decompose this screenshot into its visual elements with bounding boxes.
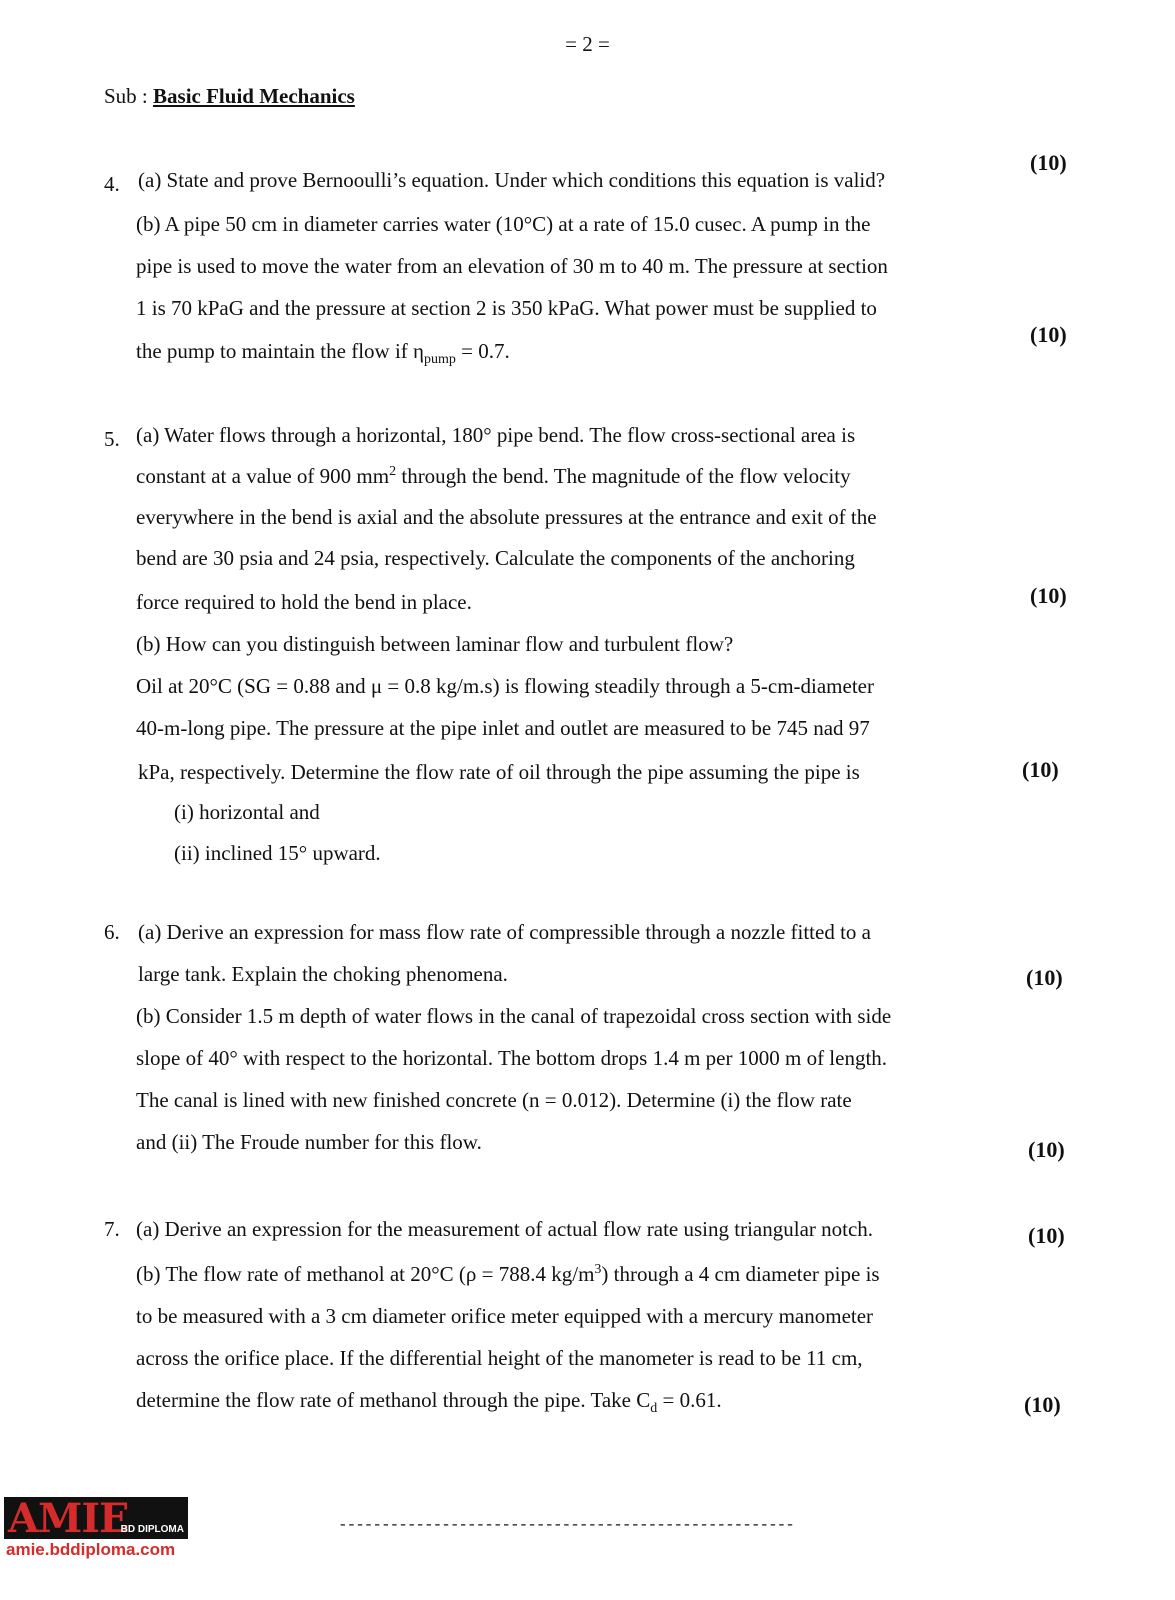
- question-text: large tank. Explain the choking phenomena.: [138, 962, 508, 986]
- subject-heading: [104, 84, 355, 109]
- marks: (10): [1024, 1392, 1061, 1417]
- logo-url: amie.bddiploma.com: [6, 1540, 176, 1559]
- question-text: slope of 40° with respect to the horizontal. The bottom drops 1.4 m per 1000 m of length.: [136, 1046, 888, 1070]
- marks: (10): [1028, 1223, 1065, 1248]
- question-text: (i) horizontal and: [174, 800, 320, 824]
- question-text: (a) Water flows through a horizontal, 180° pipe bend. The flow cross-sectional area is: [136, 423, 856, 447]
- question-text: everywhere in the bend is axial and the absolute pressures at the entrance and exit of the: [136, 505, 877, 529]
- question-number: 5.: [104, 427, 120, 451]
- amie-logo: [4, 1497, 188, 1539]
- question-text: (b) A pipe 50 cm in diameter carries water (10°C) at a rate of 15.0 cusec. A pump in the: [136, 212, 871, 236]
- question-text: (a) State and prove Bernooulli’s equation. Under which conditions this equation is valid?: [138, 168, 886, 192]
- logo-subtext: BD DIPLOMA: [120, 1524, 184, 1535]
- question-text: 40-m-long pipe. The pressure at the pipe inlet and outlet are measured to be 745 nad 97: [136, 716, 870, 740]
- question-text: across the orifice place. If the differential height of the manometer is read to be 11 cm,: [136, 1346, 863, 1370]
- question-text: (b) Consider 1.5 m depth of water flows in the canal of trapezoidal cross section with side: [136, 1004, 892, 1028]
- subject-prefix: Sub :: [104, 84, 148, 108]
- question-text: (a) Derive an expression for the measurement of actual flow rate using triangular notch.: [136, 1217, 874, 1241]
- question-number: 4.: [104, 172, 120, 196]
- question-text: kPa, respectively. Determine the flow rate of oil through the pipe assuming the pipe is: [138, 760, 860, 784]
- question-text: (a) Derive an expression for mass flow rate of compressible through a nozzle fitted to a: [138, 920, 871, 944]
- question-text: Oil at 20°C (SG = 0.88 and μ = 0.8 kg/m.s) is flowing steadily through a 5-cm-diameter: [136, 674, 874, 698]
- question-text: (b) How can you distinguish between laminar flow and turbulent flow?: [136, 632, 734, 656]
- question-text: pipe is used to move the water from an elevation of 30 m to 40 m. The pressure at section: [136, 254, 888, 278]
- question-text: the pump to maintain the flow if $\eta_{pump} = 0.7$.: [136, 339, 510, 368]
- marks: (10): [1026, 965, 1063, 990]
- question-number: 6.: [104, 920, 120, 944]
- marks: (10): [1022, 757, 1059, 782]
- marks: (10): [1030, 150, 1067, 175]
- question-number: 7.: [104, 1217, 120, 1241]
- page-number: = 2 =: [565, 32, 610, 56]
- marks: (10): [1030, 322, 1067, 347]
- end-of-paper-dashes: -----------------------------------------------------: [338, 1516, 794, 1534]
- question-text: (b) The flow rate of methanol at 20°C (ρ = 788.4 $kg/m^3$) through a 4 cm diameter pipe is: [136, 1262, 880, 1286]
- question-text: to be measured with a 3 cm diameter orifice meter equipped with a mercury manometer: [136, 1304, 874, 1328]
- question-text: force required to hold the bend in place.: [136, 590, 472, 614]
- logo-text: AMIE: [8, 1497, 129, 1539]
- question-text: and (ii) The Froude number for this flow.: [136, 1130, 482, 1154]
- question-text: bend are 30 psia and 24 psia, respectively. Calculate the components of the anchoring: [136, 546, 855, 570]
- question-text: determine the flow rate of methanol through the pipe. Take $C_d = 0.61$.: [136, 1388, 722, 1417]
- subject-title: Basic Fluid Mechanics: [153, 84, 355, 108]
- question-text: (ii) inclined 15° upward.: [174, 841, 381, 865]
- question-text: 1 is 70 kPaG and the pressure at section 2 is 350 kPaG. What power must be supplied to: [136, 296, 877, 320]
- question-text: The canal is lined with new finished concrete (n = 0.012). Determine (i) the flow rate: [136, 1088, 852, 1112]
- marks: (10): [1030, 583, 1067, 608]
- question-text: constant at a value of 900 $mm^2$ through the bend. The magnitude of the flow velocity: [136, 464, 851, 488]
- marks: (10): [1028, 1137, 1065, 1162]
